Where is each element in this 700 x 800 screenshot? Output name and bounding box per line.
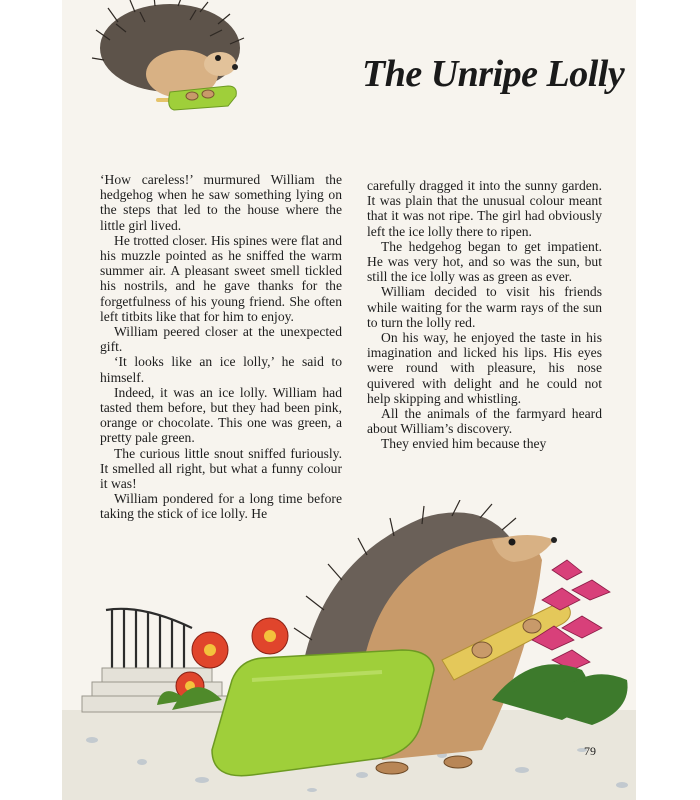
book-page — [62, 0, 636, 800]
right-text-column — [367, 178, 602, 452]
right-paragraph: The hedgehog began to get impatient. He was very hot, and so was the sun, but still the ice lolly was as green as ever. — [367, 238, 602, 285]
right-paragraph: William decided to visit his friends while waiting for the warm rays of the sun to turn the lolly red. — [367, 284, 602, 330]
story-title: The Unripe Lolly — [362, 53, 625, 95]
right-paragraph: All the animals of the farmyard heard about William’s discovery. — [367, 406, 602, 437]
top-hedgehog-illustration — [90, 0, 250, 130]
right-paragraph: carefully dragged it into the sunny garden. It was plain that the unusual colour meant that it was not ripe. The girl had obviously left the ice lolly there to ripen. — [367, 178, 602, 239]
right-paragraph: On his way, he enjoyed the taste in his imagination and licked his lips. His eyes were round with pleasure, his nose quivered with delight and he could not help skipping and whistling. — [367, 330, 602, 406]
hedgehog-eye — [509, 539, 516, 546]
left-paragraph: ‘How careless!’ murmured William the hedgehog when he saw something lying on the steps that led to the house where the little girl lived. — [100, 172, 342, 233]
left-paragraph: William pondered for a long time before taking the stick of ice lolly. He — [100, 491, 342, 522]
left-paragraph: The curious little snout sniffed furiously. It smelled all right, but what a funny colour it was! — [100, 445, 342, 492]
steps — [82, 668, 232, 712]
page-number: 79 — [584, 744, 596, 758]
left-paragraph: William peered closer at the unexpected gift. — [100, 324, 342, 355]
left-paragraph: ‘It looks like an ice lolly,’ he said to himself. — [100, 354, 342, 385]
bottom-garden-illustration — [62, 500, 636, 800]
left-paragraph: He trotted closer. His spines were flat and his muzzle pointed as he sniffed the warm summer air. A pleasant sweet smell tickled his nostrils, and he gave thanks for the forgetfulness of his young friend. She often left titbits like that for him to enjoy. — [100, 232, 342, 324]
left-text-column — [100, 172, 342, 522]
right-paragraph: They envied him because they — [381, 436, 547, 452]
left-paragraph: Indeed, it was an ice lolly. William had tasted them before, but they had been pink, orange or chocolate. This one was green, a pretty pale green. — [100, 384, 342, 446]
